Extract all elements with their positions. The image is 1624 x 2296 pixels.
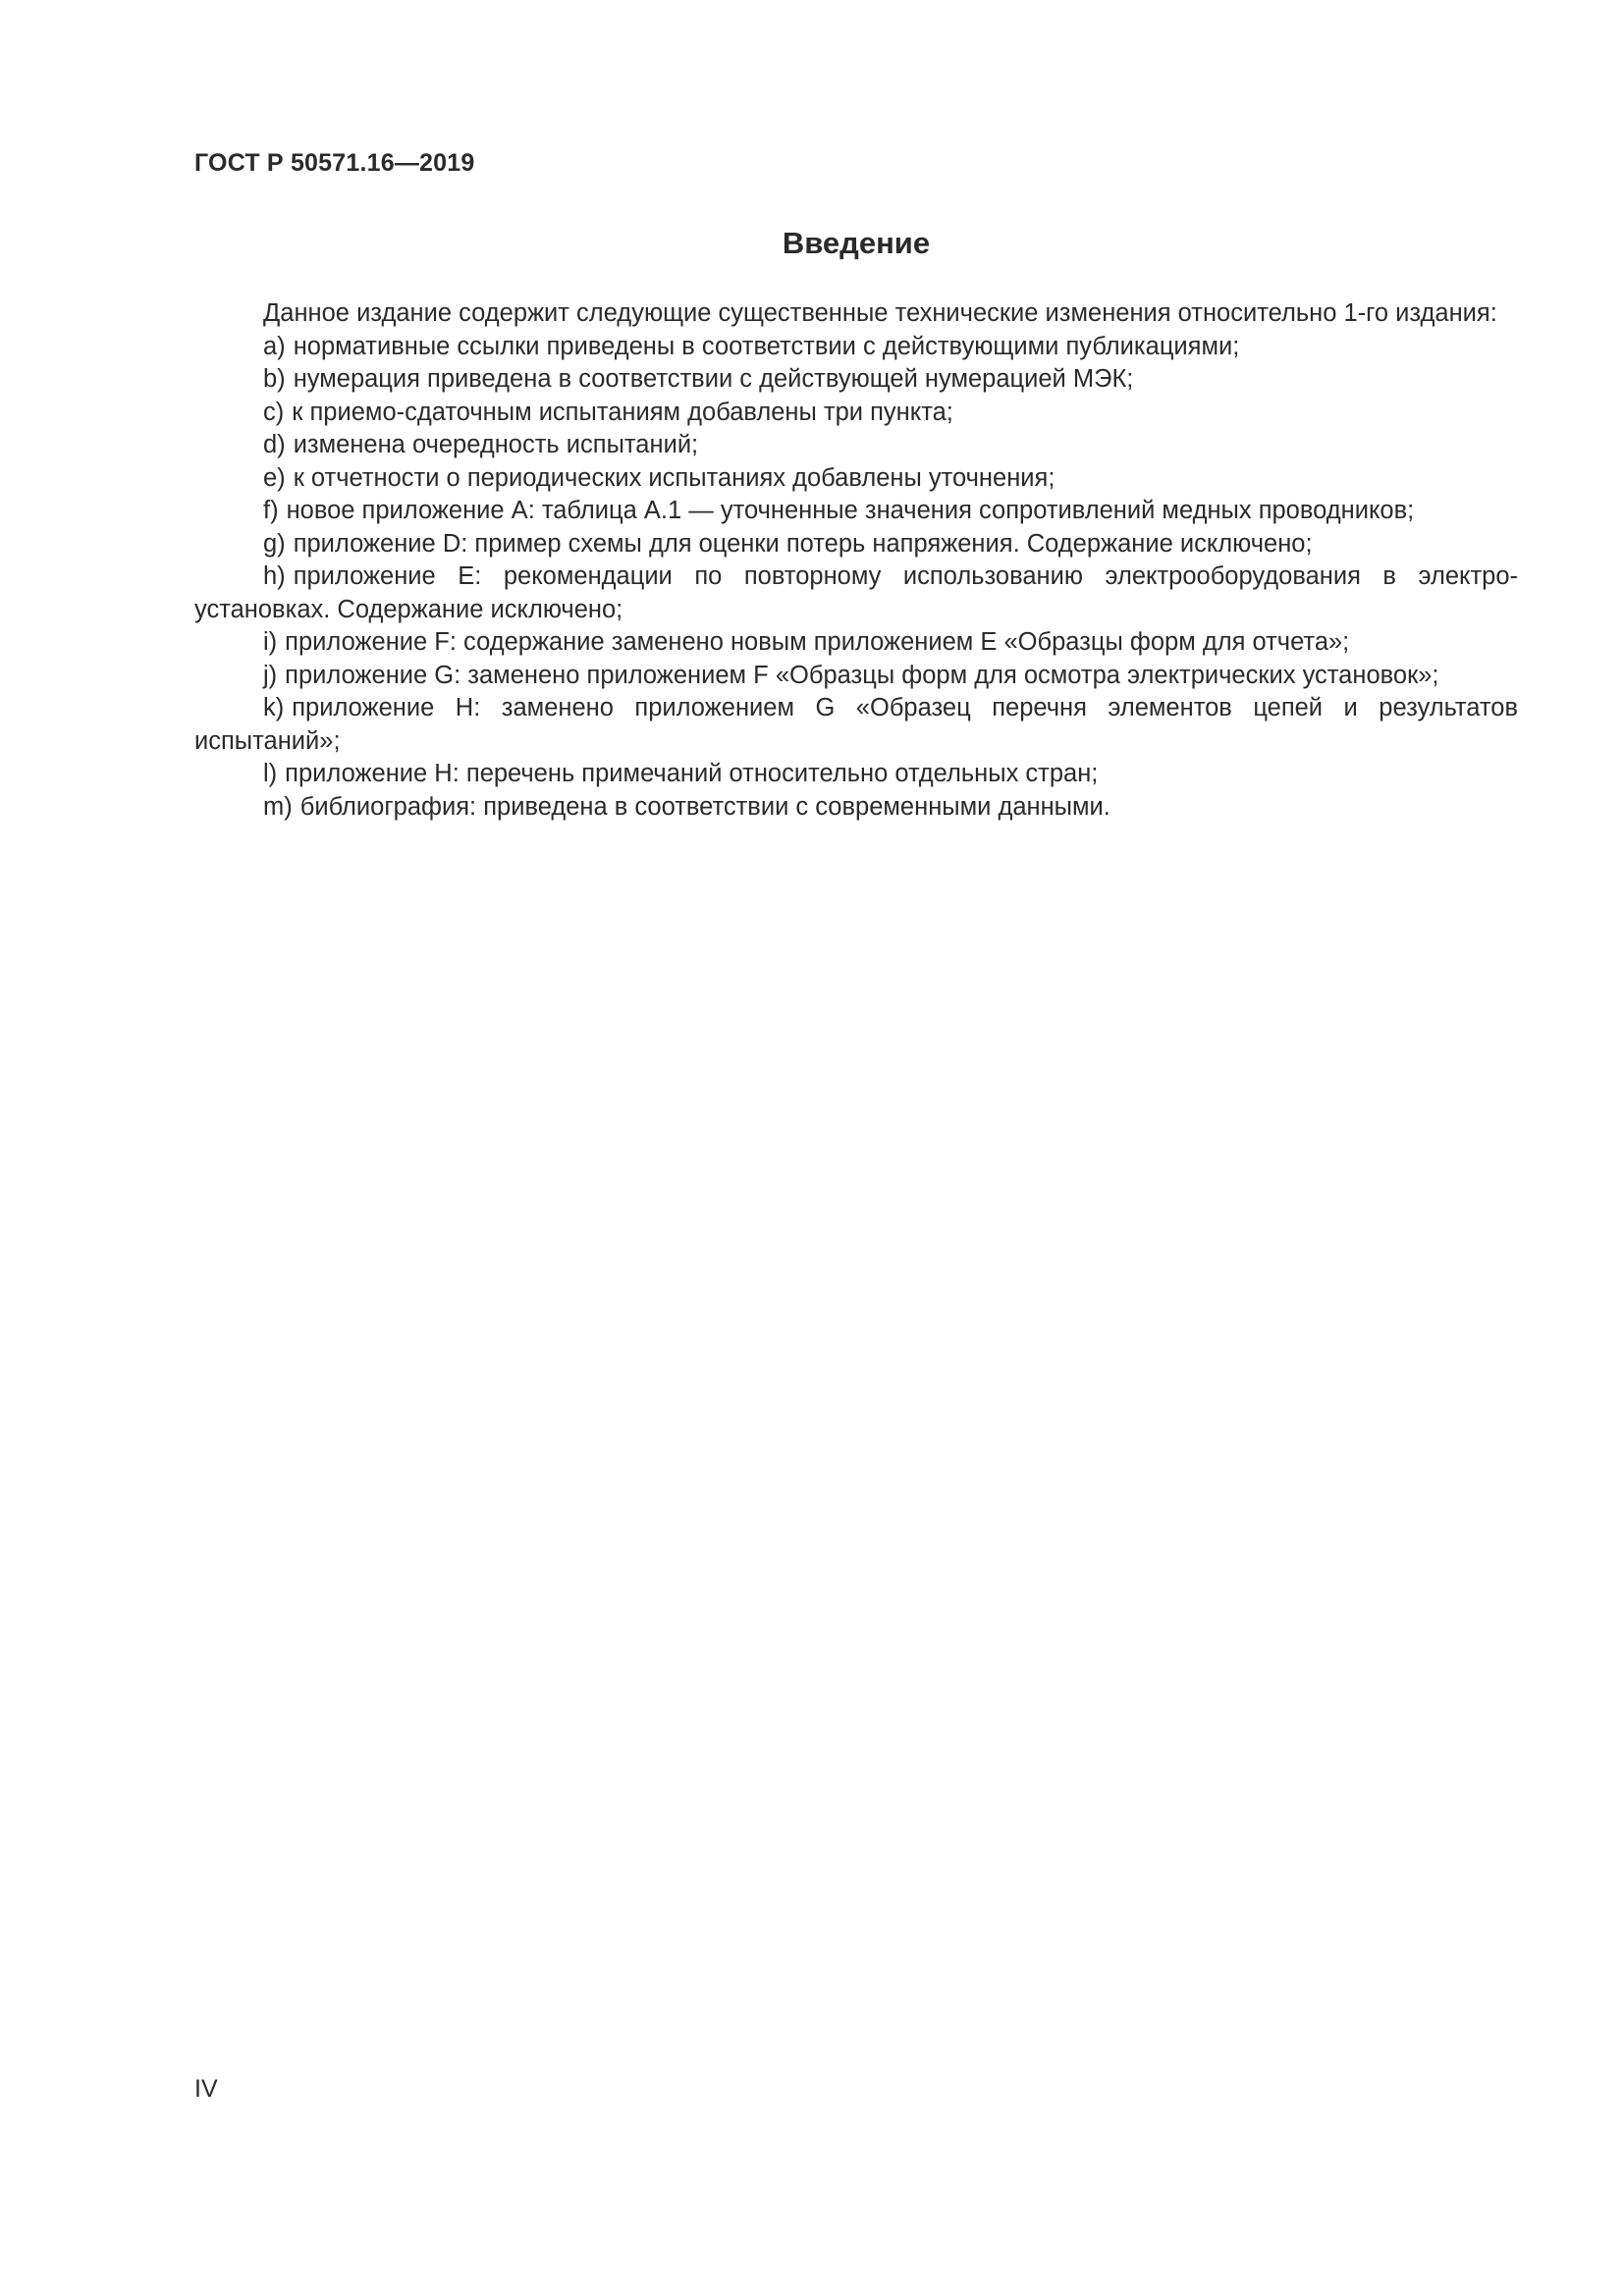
list-item — [194, 429, 1518, 462]
list-item — [194, 363, 1518, 397]
list-item-marker: m) — [263, 792, 293, 821]
list-item-marker: l) — [263, 760, 278, 787]
document-code: ГОСТ Р 50571.16—2019 — [194, 149, 475, 177]
list-item-text: к отчетности о периодических испытаниях добавлены уточнения; — [293, 463, 1056, 492]
list-item-text: нумерация приведена в соответствии с действующей нумерацией МЭК; — [293, 365, 1134, 393]
list-item-text: к приемо-сдаточным испытаниям добавлены три пункта; — [292, 398, 953, 426]
list-item-marker: j) — [263, 661, 278, 689]
list-item-text: приложение G: заменено приложением F «Образцы форм для осмотра электрических установок»; — [285, 661, 1439, 689]
list-item-marker: a) — [263, 332, 286, 360]
list-item — [194, 462, 1518, 496]
list-item-marker: h) — [263, 562, 286, 590]
list-item — [194, 692, 1518, 758]
list-item-text: приложение Н: заменено приложением G «Образец перечня элементов цепей и результатов испытаний»; — [194, 694, 1518, 755]
list-item-marker: c) — [263, 398, 285, 426]
list-item — [194, 397, 1518, 430]
page-number: IV — [194, 2075, 218, 2103]
list-item — [194, 660, 1518, 693]
intro-paragraph: Данное издание содержит следующие существенные технические изменения относительно 1-го издания: — [263, 299, 1497, 327]
list-item — [194, 791, 1518, 825]
list-item-text: изменена очередность испытаний; — [293, 431, 699, 458]
changes-list — [194, 331, 1518, 825]
list-item-text: приложение Н: перечень примечаний относительно отдельных стран; — [285, 760, 1099, 787]
list-item-text: приложение F: содержание заменено новым приложением Е «Образцы форм для отчета»; — [285, 628, 1350, 656]
list-item — [194, 495, 1518, 528]
list-item — [194, 561, 1518, 626]
list-item-marker: d) — [263, 431, 286, 458]
list-item — [194, 528, 1518, 561]
list-item — [194, 758, 1518, 791]
list-item-text: приложение Е: рекомендации по повторному использованию электрооборудования в электроустановках. Содержание исключено; — [194, 562, 1518, 623]
list-item-marker: i) — [263, 628, 278, 656]
list-item-text: нормативные ссылки приведены в соответствии с действующими публикациями; — [293, 332, 1240, 360]
list-item-marker: b) — [263, 365, 286, 393]
section-title: Введение — [782, 226, 931, 260]
list-item-marker: e) — [263, 463, 286, 492]
list-item-marker: f) — [263, 497, 279, 524]
section-body — [194, 297, 1518, 824]
list-item — [194, 331, 1518, 364]
list-item-marker: k) — [263, 694, 285, 721]
list-item-text: библиография: приведена в соответствии с современными данными. — [299, 792, 1110, 821]
list-item — [194, 626, 1518, 660]
list-item-marker: g) — [263, 529, 286, 558]
list-item-text: новое приложение А: таблица А.1 — уточненные значения сопротивлений медных проводников; — [286, 497, 1415, 524]
list-item-text: приложение D: пример схемы для оценки потерь напряжения. Содержание исключено; — [293, 529, 1313, 558]
